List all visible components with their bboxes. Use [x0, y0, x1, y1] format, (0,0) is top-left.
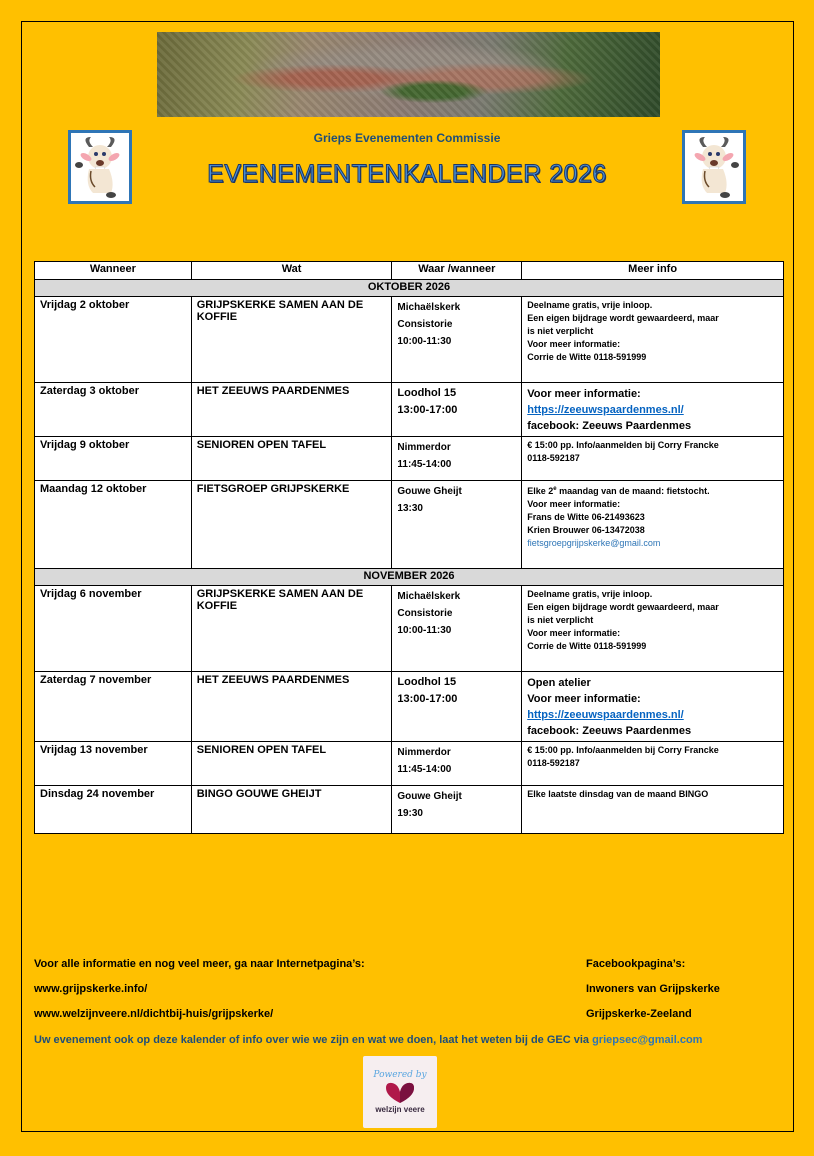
facebook-page-grijpskerke-zeeland[interactable]: Grijpskerke-Zeeland [586, 1008, 692, 1020]
event-date: Zaterdag 7 november [35, 672, 192, 742]
month-label: OKTOBER 2026 [35, 280, 784, 297]
location-line: Nimmerdor [397, 747, 451, 758]
location-line: Loodhol 15 [397, 676, 457, 688]
facebook-heading: Facebookpagina’s: [586, 958, 686, 970]
info-line [527, 483, 778, 498]
event-title: GRIJPSKERKE SAMEN AAN DE KOFFIE [191, 586, 392, 672]
event-date: Maandag 12 oktober [35, 481, 192, 569]
info-line: Open atelier [527, 677, 591, 689]
event-location [392, 586, 522, 672]
location-time: 19:30 [397, 808, 423, 819]
info-text: maandag van de maand: fietstocht. [556, 486, 710, 496]
info-line: Voor meer informatie: [527, 499, 621, 509]
event-info [522, 297, 784, 383]
event-title: FIETSGROEP GRIJPSKERKE [191, 481, 392, 569]
location-line: Consistorie [397, 319, 453, 330]
event-title: SENIOREN OPEN TAFEL [191, 742, 392, 786]
table-row [35, 297, 784, 383]
table-row [35, 742, 784, 786]
logo-powered-by: Powered by [373, 1070, 427, 1080]
events-table [34, 261, 784, 834]
info-line: Deelname gratis, vrije inloop. [527, 300, 653, 310]
website-link-welzijnveere[interactable]: www.welzijnveere.nl/dichtbij-huis/grijpskerke/ [34, 1008, 274, 1020]
event-title: SENIOREN OPEN TAFEL [191, 437, 392, 481]
column-header-meer-info: Meer info [522, 262, 784, 280]
event-date: Vrijdag 2 oktober [35, 297, 192, 383]
location-line: Michaëlskerk [397, 591, 461, 602]
info-line: facebook: Zeeuws Paardenmes [527, 420, 692, 432]
info-line: € 15:00 pp. Info/aanmelden bij Corry Francke [527, 745, 719, 755]
info-line: 0118-592187 [527, 758, 580, 768]
event-location [392, 481, 522, 569]
info-line: Frans de Witte 06-21493623 [527, 512, 645, 522]
website-link[interactable]: https://zeeuwspaardenmes.nl/ [527, 709, 684, 721]
location-line: Consistorie [397, 608, 453, 619]
location-time: 11:45-14:00 [397, 764, 452, 775]
month-row-november [35, 569, 784, 586]
ordinal-suffix: e [553, 486, 557, 492]
event-location [392, 437, 522, 481]
website-link-grijpskerke[interactable]: www.grijpskerke.info/ [34, 983, 148, 995]
table-header-row [35, 262, 784, 280]
info-line: Voor meer informatie: [527, 693, 641, 705]
location-time: 13:30 [397, 503, 423, 514]
contact-email-link[interactable]: griepsec@gmail.com [592, 1034, 703, 1046]
notice-text: Uw evenement ook op deze kalender of info over wie we zijn en wat we doen, laat het weten bij de GEC via [34, 1034, 593, 1046]
event-date: Zaterdag 3 oktober [35, 383, 192, 437]
info-line: Corrie de Witte 0118-591999 [527, 641, 647, 651]
event-title: BINGO GOUWE GHEIJT [191, 786, 392, 834]
location-time: 13:00-17:00 [397, 404, 458, 416]
info-line: Voor meer informatie: [527, 628, 621, 638]
logo-brand-name: welzijn veere [375, 1105, 425, 1114]
event-info [522, 786, 784, 834]
event-title: HET ZEEUWS PAARDENMES [191, 672, 392, 742]
info-line: 0118-592187 [527, 453, 580, 463]
info-line: Voor meer informatie: [527, 339, 621, 349]
event-date: Dinsdag 24 november [35, 786, 192, 834]
event-title: HET ZEEUWS PAARDENMES [191, 383, 392, 437]
column-header-wanneer: Wanneer [35, 262, 192, 280]
info-line: is niet verplicht [527, 326, 594, 336]
event-info [522, 481, 784, 569]
table-row [35, 786, 784, 834]
event-location [392, 297, 522, 383]
month-row-oktober [35, 280, 784, 297]
info-line: Elke laatste dinsdag van de maand BINGO [527, 789, 709, 799]
info-line: € 15:00 pp. Info/aanmelden bij Corry Francke [527, 440, 719, 450]
location-time: 13:00-17:00 [397, 693, 458, 705]
location-line: Nimmerdor [397, 442, 451, 453]
table-row [35, 437, 784, 481]
event-location [392, 742, 522, 786]
location-time: 11:45-14:00 [397, 459, 452, 470]
event-location [392, 383, 522, 437]
welzijn-veere-logo [363, 1056, 437, 1128]
event-info [522, 383, 784, 437]
village-banner-image [157, 32, 660, 117]
info-line: Een eigen bijdrage wordt gewaardeerd, maar [527, 602, 719, 612]
event-info [522, 437, 784, 481]
location-line: Gouwe Gheijt [397, 791, 462, 802]
info-line: Krien Brouwer 06-13472038 [527, 525, 645, 535]
info-line: Een eigen bijdrage wordt gewaardeerd, maar [527, 313, 719, 323]
table-row [35, 672, 784, 742]
table-row [35, 586, 784, 672]
location-line: Loodhol 15 [397, 387, 457, 399]
event-info [522, 672, 784, 742]
organization-name: Grieps Evenementen Commissie [313, 131, 501, 145]
column-header-wat: Wat [191, 262, 392, 280]
heart-logo-icon [384, 1082, 416, 1104]
table-row [35, 383, 784, 437]
month-label: NOVEMBER 2026 [35, 569, 784, 586]
info-line: Deelname gratis, vrije inloop. [527, 589, 653, 599]
facebook-page-inwoners[interactable]: Inwoners van Grijpskerke [586, 983, 720, 995]
event-title: GRIJPSKERKE SAMEN AAN DE KOFFIE [191, 297, 392, 383]
website-link[interactable]: https://zeeuwspaardenmes.nl/ [527, 404, 684, 416]
location-line: Michaëlskerk [397, 302, 461, 313]
internet-heading: Voor alle informatie en nog veel meer, ga naar Internetpagina’s: [34, 958, 365, 970]
event-location [392, 786, 522, 834]
info-line: Voor meer informatie: [527, 388, 641, 400]
event-location [392, 672, 522, 742]
location-time: 10:00-11:30 [397, 336, 452, 347]
info-line: facebook: Zeeuws Paardenmes [527, 725, 692, 737]
page-title: EVENEMENTENKALENDER 2026 [207, 160, 607, 188]
email-link[interactable]: fietsgroepgrijpskerke@gmail.com [527, 538, 661, 548]
column-header-waar: Waar /wanneer [392, 262, 522, 280]
table-row [35, 481, 784, 569]
location-time: 10:00-11:30 [397, 625, 452, 636]
submit-event-notice [34, 1034, 702, 1046]
event-date: Vrijdag 13 november [35, 742, 192, 786]
event-date: Vrijdag 6 november [35, 586, 192, 672]
info-text: Elke 2 [527, 486, 554, 496]
event-date: Vrijdag 9 oktober [35, 437, 192, 481]
event-info [522, 586, 784, 672]
info-line: Corrie de Witte 0118-591999 [527, 352, 647, 362]
location-line: Gouwe Gheijt [397, 486, 462, 497]
info-line: is niet verplicht [527, 615, 594, 625]
event-info [522, 742, 784, 786]
